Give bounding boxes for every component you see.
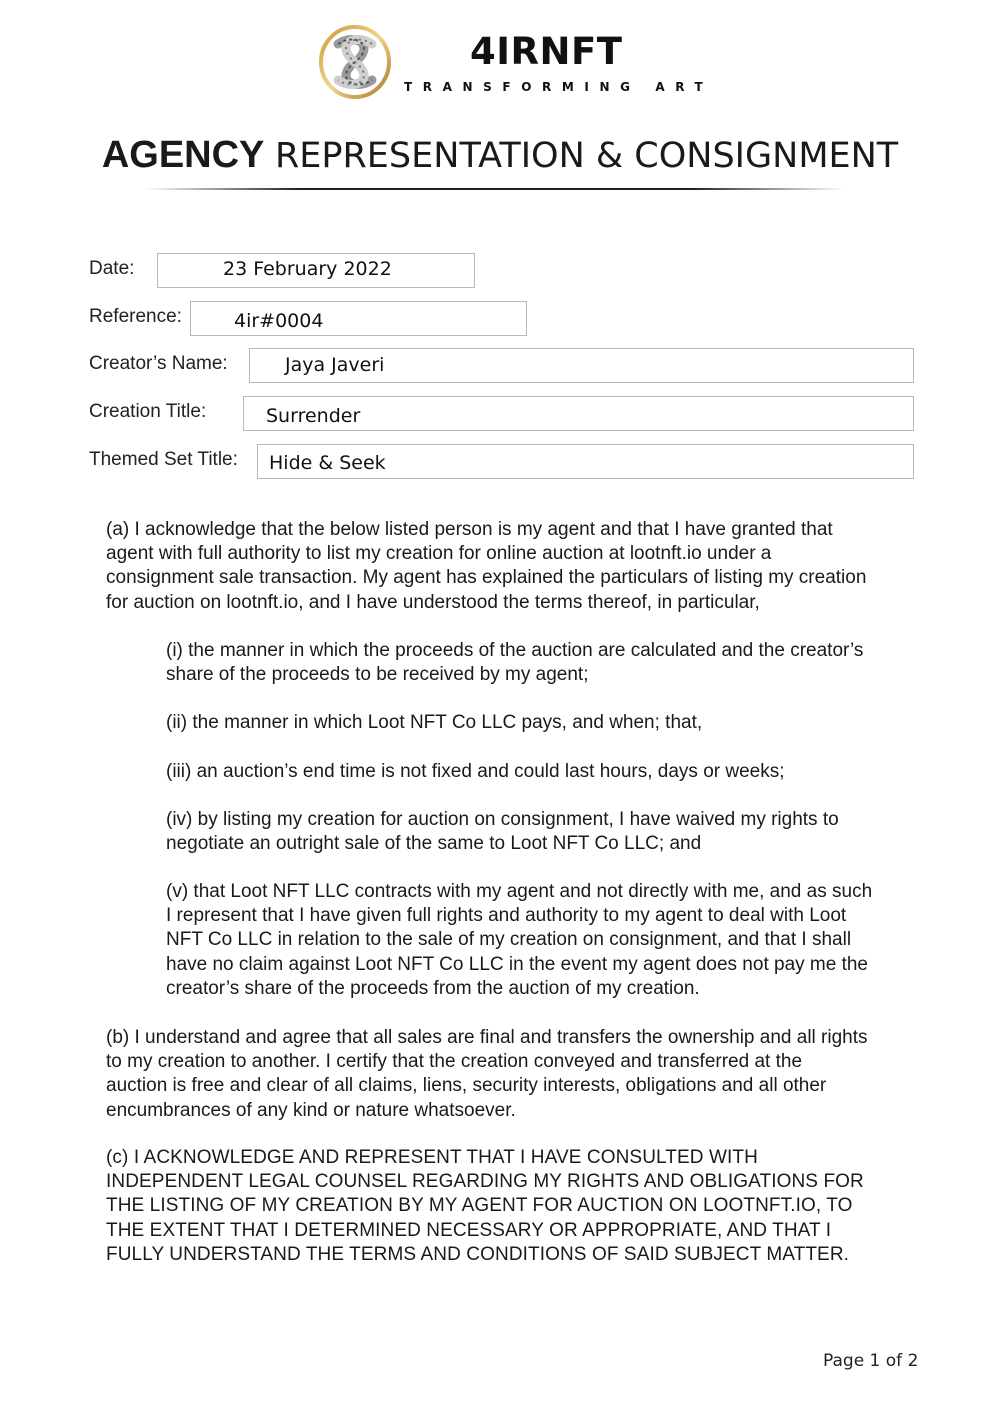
clause-b-line: encumbrances of any kind or nature whatsoever. xyxy=(106,1099,516,1121)
clause-iii xyxy=(166,760,785,784)
infinity-knot-logo-icon xyxy=(316,22,394,102)
clause-b-line: to my creation to another. I certify that the creation conveyed and transferred at the xyxy=(106,1051,803,1073)
date-field[interactable] xyxy=(157,253,475,288)
reference-field[interactable] xyxy=(190,301,527,336)
clause-i-line: (i) the manner in which the proceeds of the auction are calculated and the creator’s xyxy=(166,640,864,661)
creator-name-value: Jaya Javeri xyxy=(285,354,385,376)
document-title-rest: REPRESENTATION & CONSIGNMENT xyxy=(274,136,899,176)
creator-name-field[interactable] xyxy=(249,348,914,383)
clause-c-line: THE LISTING OF MY CREATION BY MY AGENT FOR AUCTION ON LOOTNFT.IO, TO xyxy=(106,1195,853,1217)
clause-b xyxy=(106,1026,868,1123)
clause-v-line: I represent that I have given full rights and authority to my agent to deal with Loot xyxy=(166,905,847,927)
clause-c xyxy=(106,1146,864,1267)
clause-a-line: consignment sale transaction. My agent has explained the particulars of listing my creation xyxy=(106,567,867,589)
page-number: Page 1 of 2 xyxy=(823,1351,919,1371)
clause-c-line: INDEPENDENT LEGAL COUNSEL REGARDING MY RIGHTS AND OBLIGATIONS FOR xyxy=(106,1171,864,1193)
date-value: 23 February 2022 xyxy=(223,258,392,280)
creation-title-value: Surrender xyxy=(266,405,361,427)
clause-iv-line: negotiate an outright sale of the same to Loot NFT Co LLC; and xyxy=(166,833,702,855)
clause-b-line: auction is free and clear of all claims, liens, security interests, obligations and all other xyxy=(106,1075,827,1097)
clause-a-line: for auction on lootnft.io, and I have understood the terms thereof, in particular, xyxy=(106,591,760,613)
clause-ii-line: (ii) the manner in which Loot NFT Co LLC pays, and when; that, xyxy=(166,712,703,733)
brand-tagline: TRANSFORMING ART xyxy=(404,80,714,94)
clause-iv xyxy=(166,808,839,856)
date-label: Date: xyxy=(89,258,135,279)
clause-c-line: THE EXTENT THAT I DETERMINED NECESSARY OR APPROPRIATE, AND THAT I xyxy=(106,1219,832,1241)
title-divider xyxy=(145,188,845,190)
themed-set-title-field[interactable] xyxy=(257,444,914,479)
clause-iv-line: (iv) by listing my creation for auction on consignment, I have waived my rights to xyxy=(166,809,839,830)
clause-c-line: FULLY UNDERSTAND THE TERMS AND CONDITIONS OF SAID SUBJECT MATTER. xyxy=(106,1243,850,1265)
document-title xyxy=(0,134,1000,177)
clause-a-line: (a) I acknowledge that the below listed person is my agent and that I have granted that xyxy=(106,519,833,540)
clause-a-line: agent with full authority to list my creation for online auction at lootnft.io under a xyxy=(106,543,772,565)
clause-ii xyxy=(166,711,702,735)
themed-set-title-label: Themed Set Title: xyxy=(89,449,238,470)
clause-i-line: share of the proceeds to be received by my agent; xyxy=(166,664,589,686)
creator-name-label: Creator’s Name: xyxy=(89,353,228,374)
creation-title-label: Creation Title: xyxy=(89,401,207,422)
themed-set-title-value: Hide & Seek xyxy=(269,452,386,474)
clause-iii-line: (iii) an auction’s end time is not fixed and could last hours, days or weeks; xyxy=(166,761,785,782)
brand-name: 4IRNFT xyxy=(470,30,623,73)
clause-a xyxy=(106,518,866,615)
reference-value: 4ir#0004 xyxy=(234,310,324,332)
clause-v-line: (v) that Loot NFT LLC contracts with my agent and not directly with me, and as such xyxy=(166,881,873,902)
clause-v-line: NFT Co LLC in relation to the sale of my creation on consignment, and that I shall xyxy=(166,929,852,951)
clause-c-line: (c) I ACKNOWLEDGE AND REPRESENT THAT I HAVE CONSULTED WITH xyxy=(106,1147,758,1168)
clause-v xyxy=(166,880,872,1001)
creation-title-field[interactable] xyxy=(243,396,914,431)
clause-v-line: creator’s share of the proceeds from the auction of my creation. xyxy=(166,977,700,999)
reference-label: Reference: xyxy=(89,306,182,327)
clause-b-line: (b) I understand and agree that all sales are final and transfers the ownership and all rights xyxy=(106,1027,868,1048)
clause-v-line: have no claim against Loot NFT Co LLC in the event my agent does not pay me the xyxy=(166,953,868,975)
clause-i xyxy=(166,639,863,687)
document-title-bold: AGENCY xyxy=(101,134,265,176)
